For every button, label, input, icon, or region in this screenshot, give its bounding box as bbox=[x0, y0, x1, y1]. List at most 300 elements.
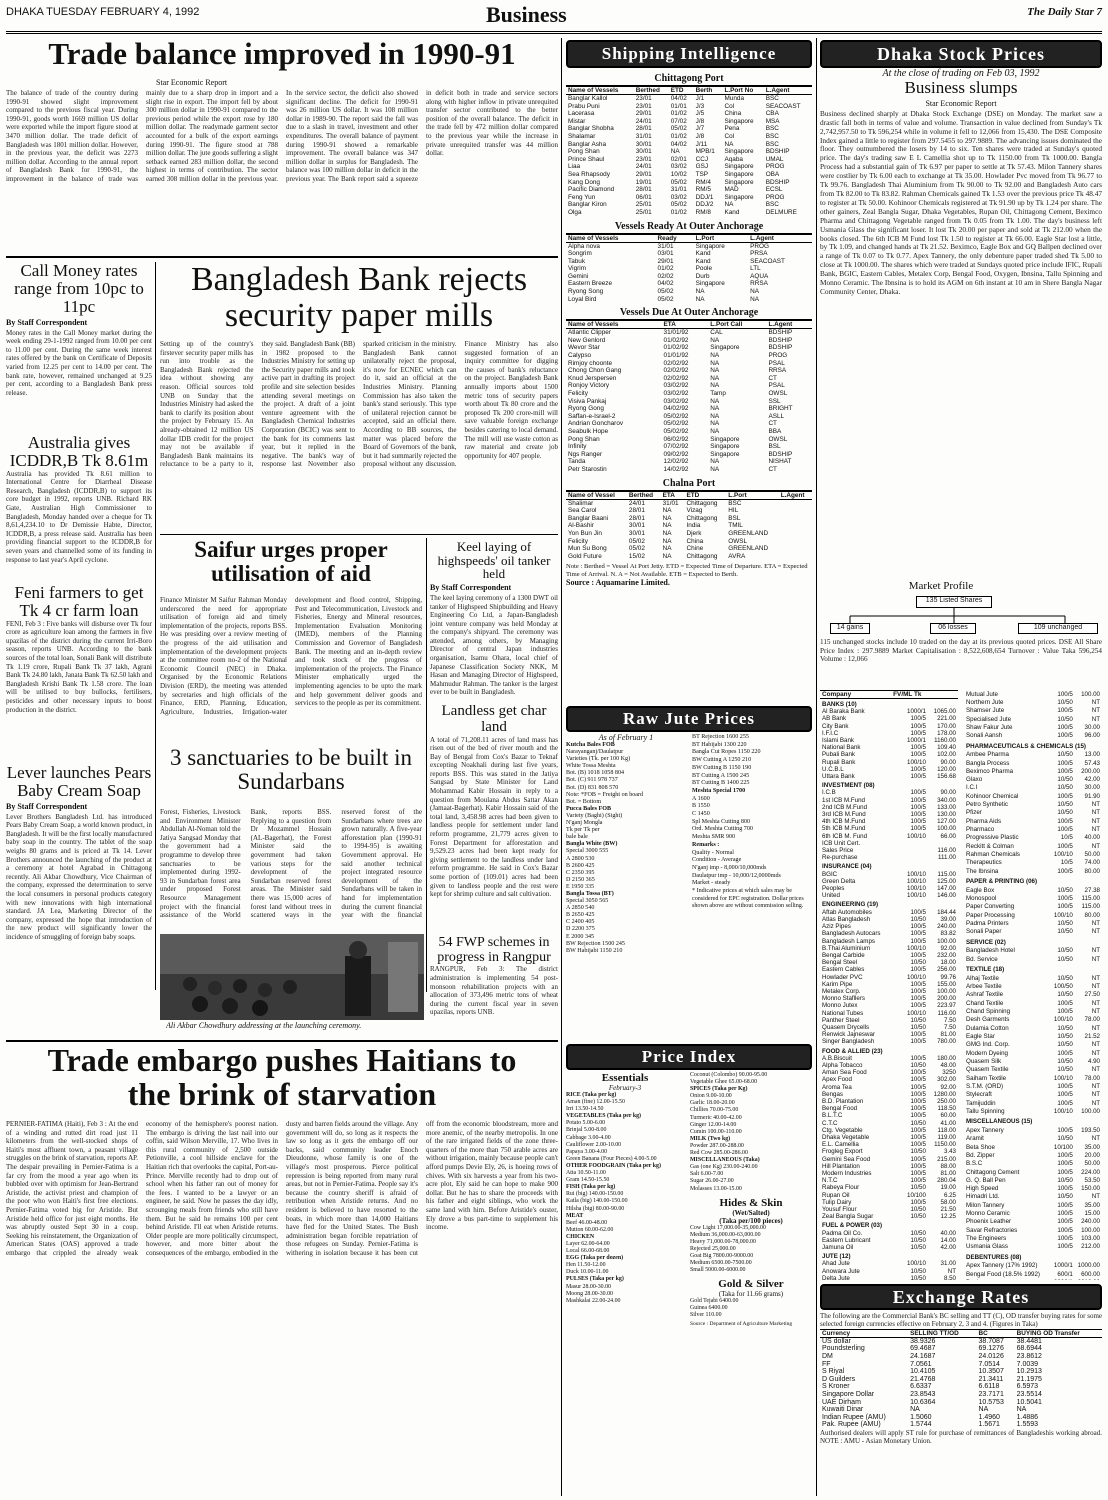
stock-right-cell: 600.00 bbox=[1081, 1270, 1100, 1278]
stock-right-cell: 100/5 bbox=[1057, 826, 1073, 834]
due-cell: BBA bbox=[768, 427, 782, 435]
stock-right-cell: NT bbox=[1091, 1066, 1100, 1074]
chittagong-cell: RM/5 bbox=[695, 186, 711, 194]
due-cell: Felicity bbox=[568, 390, 588, 397]
stock-right-row bbox=[964, 715, 1102, 723]
stock-left-cell: Tulip Dairy bbox=[822, 1198, 852, 1206]
stock-left-cell: Frogleg Export bbox=[822, 1148, 863, 1156]
stock-right-row bbox=[964, 1226, 1102, 1234]
stock-right-cell: 193.50 bbox=[1081, 1126, 1100, 1134]
exchange-cell: 21.3411 bbox=[978, 1375, 1004, 1383]
gains-box: 14 gains bbox=[830, 623, 870, 634]
chittagong-header-2: ETD bbox=[669, 87, 694, 95]
jute-right-item: Remarks : bbox=[692, 841, 720, 848]
stock-left-cell: 100/5 bbox=[910, 1198, 926, 1206]
stock-table-right bbox=[964, 690, 1102, 1280]
chittagong-cell: 07/02 bbox=[670, 117, 687, 125]
stock-right-row bbox=[964, 1126, 1102, 1134]
stock-right-row bbox=[964, 1099, 1102, 1107]
chalna-cell: Mun Su Bong bbox=[568, 545, 607, 553]
due-cell: Tamp bbox=[710, 390, 726, 397]
stock-right-cell: 100/5 bbox=[1057, 1151, 1073, 1159]
stock-right-row bbox=[964, 809, 1102, 817]
exchange-cell: FF bbox=[822, 1360, 831, 1368]
stock-right-cell: 1000/1 bbox=[1053, 1262, 1073, 1270]
stock-left-cell: Bengal Food bbox=[822, 1105, 858, 1113]
stock-left-cell: 10/50 bbox=[910, 1229, 926, 1237]
jute-right-item: A 1600 bbox=[692, 795, 710, 802]
stock-left-row bbox=[820, 708, 958, 715]
stock-right-cell: 10/50 bbox=[1057, 784, 1073, 792]
chalna-cell: Chittagong bbox=[686, 499, 718, 507]
stock-right-cell: NT bbox=[1091, 809, 1100, 817]
stock-right-cell: 100/5 bbox=[1057, 1099, 1073, 1107]
stock-left-cell bbox=[891, 840, 928, 847]
anchorage-cell: Alpha nova bbox=[568, 242, 600, 250]
chittagong-cell: 03/02 bbox=[670, 193, 687, 201]
dse-subhead: At the close of trading on Feb 03, 1992 bbox=[882, 68, 1040, 79]
call-money-article bbox=[6, 262, 152, 432]
chittagong-cell: Prince Shaul bbox=[568, 155, 605, 163]
exchange-cell: 10.6364 bbox=[910, 1398, 936, 1406]
stock-left-row bbox=[820, 1120, 958, 1127]
exchange-cell: 69.1276 bbox=[978, 1345, 1004, 1353]
stock-right-cell: TEXTILE (18) bbox=[966, 966, 1005, 974]
stock-left-row bbox=[820, 1268, 958, 1275]
chittagong-row bbox=[566, 186, 812, 194]
stock-right-cell: 10/50 bbox=[1057, 928, 1073, 936]
due-cell: ASLL bbox=[768, 412, 785, 420]
stock-left-cell: 10/50 bbox=[910, 1213, 926, 1221]
chittagong-cell: MAD bbox=[724, 186, 739, 194]
stock-right-row bbox=[964, 1024, 1102, 1032]
price-left-item: PULSES (Taka per kg) bbox=[566, 1276, 624, 1283]
anchorage-cell: 31/01 bbox=[657, 242, 674, 250]
stock-right-cell: NT bbox=[1091, 1099, 1100, 1107]
stock-right-row bbox=[964, 842, 1102, 850]
stock-left-row bbox=[820, 797, 958, 804]
due-cell: BDSHIP bbox=[768, 344, 793, 352]
chalna-header-5: L.Agent bbox=[779, 491, 812, 499]
stock-left-cell: 120.00 bbox=[937, 765, 956, 773]
stock-left-cell: 100/5 bbox=[910, 1126, 926, 1134]
chalna-cell: Vizag bbox=[686, 507, 703, 515]
stock-left-cell: 10/50 bbox=[910, 1236, 926, 1244]
stock-left-cell: 3250 bbox=[942, 1069, 956, 1077]
stock-right-cell: 96.00 bbox=[1084, 732, 1100, 740]
chalna-cell: NA bbox=[662, 537, 672, 545]
stock-right-row bbox=[964, 1016, 1102, 1024]
stock-left-cell bbox=[891, 854, 928, 861]
exchange-cell: 6.6118 bbox=[978, 1383, 1000, 1391]
chalna-cell: 30/01 bbox=[628, 529, 645, 537]
stock-right-cell bbox=[964, 1279, 1051, 1280]
stock-left-row bbox=[820, 1024, 958, 1031]
exchange-cell: 69.4687 bbox=[910, 1345, 936, 1353]
stock-left-cell: 170.00 bbox=[937, 722, 956, 730]
stock-right-cell: The Ibnsina bbox=[966, 867, 999, 875]
stock-right-cell: The Engineers bbox=[966, 1235, 1007, 1243]
dse-byline: Star Economic Report bbox=[925, 98, 997, 108]
due-cell: NA bbox=[710, 374, 720, 382]
chalna-cell: Sea Carol bbox=[568, 507, 597, 515]
price-left-item: MEAT bbox=[566, 1212, 584, 1219]
stock-right-cell: NT bbox=[1091, 817, 1100, 825]
stock-left-cell: 100/5 bbox=[910, 1177, 926, 1185]
chalna-cell: Chittagong bbox=[686, 514, 718, 522]
sundarbans-body: Forest, Fisheries, Livestock and Environment Minister Abdullah Al-Noman told the Jatiya Sangsad Monday that the government had a programme to develop three sanctuaries to be implemented during 1992-93 in Sundarban forest area under proposed Forest Resource Management project with the financial assistance of the World Bank, reports BSS. Replying to a question from Dr Mozammel Hossain (AL-Bagerhat), the Forest Minister said the government had taken various steps for the development of the Sundarban reserved forest areas. The Minister said there was 15,000 acres of forest land without trees in scattered ways in the reserved forest of the Sundarbans where trees are grown naturally. A five-year afforestation plan (1990-91 to 1994-95) is awaiting Government approval. He said another technical project integrated resource development of the Sundarbans will be taken in hand for implementation during the current financial year with the financial bbox=[160, 808, 422, 920]
chittagong-cell: 24/01 bbox=[635, 117, 652, 125]
exchange-cell: 7.0039 bbox=[1016, 1360, 1039, 1368]
stock-left-cell: 100/5 bbox=[910, 1083, 926, 1091]
due-cell: Andrian Goncharov bbox=[568, 420, 624, 428]
stock-right-cell: NT bbox=[1091, 842, 1100, 850]
exchange-cell: 10.5753 bbox=[978, 1398, 1004, 1406]
stock-left-cell: City Bank bbox=[822, 722, 849, 730]
price-left-item: Gram 14.50-15.50 bbox=[566, 1177, 610, 1184]
due-cell: 02/02/92 bbox=[663, 367, 689, 375]
chittagong-cell: 01/02 bbox=[670, 208, 687, 216]
due-cell: 01/02/92 bbox=[663, 336, 689, 344]
stock-right-cell: NT bbox=[1091, 715, 1100, 723]
stock-right-cell: Bd. Service bbox=[966, 955, 998, 963]
stock-right-cell: 10/100 bbox=[1053, 1143, 1073, 1151]
stock-left-cell: 99.76 bbox=[940, 973, 956, 981]
market-profile bbox=[820, 580, 1102, 690]
stock-left-cell: 116.00 bbox=[937, 1009, 956, 1017]
stock-left-cell: 100/10 bbox=[907, 885, 926, 893]
stock-right-cell: SERVICE (02) bbox=[966, 938, 1006, 946]
due-cell: BDSHIP bbox=[768, 329, 793, 337]
haiti-article bbox=[6, 1044, 558, 1496]
stock-left-cell: 81.00 bbox=[940, 1170, 956, 1177]
stock-left-cell: 250.00 bbox=[937, 1097, 956, 1105]
stock-left-cell: 10/50 bbox=[910, 1206, 926, 1214]
jute-right-item: Quality - Normal bbox=[692, 849, 734, 856]
stock-right-cell: 100/5 bbox=[1057, 1160, 1073, 1168]
stock-left-row bbox=[820, 909, 958, 916]
exchange-cell: 10.2913 bbox=[1016, 1368, 1042, 1376]
due-cell: 01/01/92 bbox=[663, 352, 689, 360]
due-cell: NA bbox=[710, 382, 720, 390]
stock-left-cell: 48.00 bbox=[940, 1061, 956, 1069]
chittagong-cell: J/1 bbox=[695, 95, 705, 102]
stock-left-cell: 10/50 bbox=[910, 1184, 926, 1192]
stock-left-cell: 10/50 bbox=[910, 1119, 926, 1127]
stock-right-cell: 100/10 bbox=[1053, 911, 1073, 919]
price-right-item: Molasses 13.00-15.00 bbox=[690, 1185, 742, 1192]
stock-left-row bbox=[820, 930, 958, 937]
stock-right-cell: 40.00 bbox=[1084, 834, 1100, 842]
price-right-item: Onion 9.00-10.00 bbox=[690, 1093, 732, 1100]
stock-left-row bbox=[820, 1084, 958, 1091]
chalna-cell: BSC bbox=[728, 499, 742, 507]
price-index-right-list bbox=[690, 1072, 812, 1193]
stock-right-cell: High Speed bbox=[966, 1185, 999, 1193]
stock-left-row bbox=[820, 952, 958, 959]
stock-right-cell bbox=[1051, 1279, 1075, 1280]
jute-right-item: BT Rejection 1600 255 bbox=[692, 734, 749, 740]
stock-left-cell: Rupali Bank bbox=[822, 758, 856, 766]
jute-right-item: Bangla Cut Ropes 1150 220 bbox=[692, 749, 761, 756]
due-cell: 14/02/92 bbox=[663, 465, 689, 473]
market-profile-title: Market Profile bbox=[908, 580, 974, 592]
chittagong-cell: 24/01 bbox=[635, 163, 652, 171]
due-cell: Singapore bbox=[710, 435, 740, 443]
stock-left-row bbox=[820, 1213, 958, 1220]
stock-left-cell: INSURANCE (04) bbox=[822, 863, 872, 871]
anchorage-row bbox=[566, 296, 812, 304]
exchange-cell: 38.7087 bbox=[978, 1337, 1004, 1345]
stock-left-row bbox=[820, 1069, 958, 1076]
jute-right-item: Spl Meshta Cutting 800 bbox=[692, 818, 751, 825]
anchorage-header-2: L.Port bbox=[694, 234, 748, 242]
exchange-cell: 23.7171 bbox=[978, 1390, 1004, 1398]
chittagong-cell: GSJ bbox=[695, 163, 709, 171]
stock-left-cell: 215.00 bbox=[937, 1155, 956, 1163]
bb-rejects-headline: Bangladesh Bank rejects security paper mills bbox=[190, 262, 528, 334]
price-left-item: Potato 5.00-6.00 bbox=[566, 1120, 606, 1127]
stock-left-cell: 10/50 bbox=[910, 1061, 926, 1069]
stock-left-row bbox=[820, 1031, 958, 1038]
stock-left-cell: 14.00 bbox=[940, 1236, 956, 1244]
stock-left-row bbox=[820, 1055, 958, 1062]
stock-right-row bbox=[964, 767, 1102, 775]
chalna-header-0: Name of Vessel bbox=[566, 491, 627, 499]
keel-byline: By Staff Correspondent bbox=[430, 582, 512, 592]
stock-right-cell: 115.00 bbox=[1081, 895, 1100, 903]
chittagong-row bbox=[566, 171, 812, 179]
anchorage-cell: 05/02 bbox=[657, 288, 674, 296]
stock-left-cell: BGIC bbox=[822, 870, 838, 878]
stock-left-cell: 109.40 bbox=[937, 744, 956, 752]
stock-right-cell: NT bbox=[1091, 999, 1100, 1007]
due-cell: 03/02/92 bbox=[663, 382, 689, 390]
stock-right-cell: Tamijuddin bbox=[966, 1099, 996, 1107]
stock-left-cell: 118.50 bbox=[937, 1105, 956, 1113]
stock-left-cell: Jamuna Oil bbox=[822, 1244, 854, 1252]
chittagong-cell: 29/01 bbox=[635, 110, 652, 118]
price-right-item: Coconut (Colombo) 90.00-95.00 bbox=[690, 1072, 768, 1078]
chittagong-cell: CCJ bbox=[695, 155, 709, 163]
stock-left-cell: Green Delta bbox=[822, 877, 856, 885]
price-right-item: Salt 6.00-7.00 bbox=[690, 1171, 724, 1178]
stock-left-row bbox=[820, 1192, 958, 1199]
stock-left-cell: 155.00 bbox=[937, 980, 956, 988]
haiti-body: PERNIER-FATIMA (Haiti), Feb 3 : At the end of a winding and rutted dirt road just 11 kilometers from the well-stocked shops of Haiti's most affluent town, a peasant village struggles on the brink of starvation, reports AP. The despair prevailing in Pernier-Fatima is a far cry from the mood a year ago when its bubbled over with optimism for Jean-Bertrand Aristide, the activist priest and champion of the poor who won Haiti's first free elections. Pernier-Fatima voted big for Aristide. But Aristide held office for just eight months. He was abruptly ousted Sept 30 in a coup. Seeking his reinstatement, the Organization of American States (OAS) approved a trade embargo that crippled the already weak economy of the hemisphere's poorest nation. The embargo is driving the last nail into our coffin, said Wilson Merville, 17. Who lives in this rural community of 2,500 outside Petionville, a cool hillside enclave for the Haitian rich that overlooks the capital, Port-au-Prince. Merville recently had to drop out of school when his father ran out of money for the fees. I wanted to be a lawyer or an engineer, he said. Now he passes the day idly, scrounging meals from friends who still have them. But he said he remains 100 per cent behind Aristide. I'll eat when Aristide returns. Older people are more politically circumspect, however, and more bitter about the consequences of the embargo, embodied in the dusty and barren fields around the village. Any government will do, so long as it respects the law so long as it gets the embargo off our backs, said community leader Enoch Dieudonne, whose family is one of the village's most prosperous. Pierce political repression is being reported from many rural areas, but not in Pernier-Fatima. People say it's because the country sheriff is afraid of retribution when Aristide returns. And no resident is believed to have resorted to the boats, in which more than 14,000 Haitians have fled for the United States. The Bush administration began forcible repatriation of those refugees on Sunday. Pernier-Fatima is withering in isolation because it has been cut off from the economic bloodstream, more and more anemic, of the nearby metropolis. In one of the rare irrigated fields of the zone three-quarters of the more than 750 arable acres are without irrigation, mainly because people can't afford pumps Devie Ely, 26, is hoeing rows of chives. With six harvests a year from his two-acre plot, Ely said he can hope to make 900 dollar. But he has to share the proceeds with his father and eight siblings, who work the same land with him. Before Aristide's ouster, Ely drove a bus part-time to supplement his income. bbox=[6, 1120, 558, 1257]
due-row bbox=[566, 458, 812, 466]
stock-right-row bbox=[964, 886, 1102, 894]
stock-right-row bbox=[964, 1262, 1102, 1270]
stock-left-row bbox=[820, 959, 958, 966]
stock-right-cell: 10/50 bbox=[1057, 776, 1073, 784]
stock-right-cell: 100/5 bbox=[1057, 1082, 1073, 1090]
stock-left-cell: 100/5 bbox=[910, 751, 926, 759]
stock-left-row bbox=[820, 1206, 958, 1213]
chittagong-cell: J/11 bbox=[695, 140, 708, 148]
due-row bbox=[566, 466, 812, 474]
stock-right-cell: NT bbox=[1091, 826, 1100, 834]
stock-right-cell: S.T.M. (ORD) bbox=[966, 1082, 1004, 1090]
stock-right-cell: 35.00 bbox=[1084, 1201, 1100, 1209]
bb-rejects-body: Setting up of the country's firstever security paper mills has run into trouble as the Bangladesh Bank rejected the idea without showing any reason. Official sources told UNB on Sunday that the Industries Ministry had asked the bank to clarify its position about the project by February 15. An already-obtained 12 million US dollar IDB credit for the project may not be available if Bangladesh Bank maintains its reluctance to be a party to it, they said. Bangladesh Bank (BB) in 1982 proposed to the Industries Ministry for setting up the Security paper mills and took active part in drafting its project profile and site selection besides attending several meetings on the project. A draft of a joint venture agreement with the Bangladesh Chemical Industries Corporation (BCIC) was sent to the bank for its comments last year, but it replied in the negative. The bank's way of response last November also sparked criticism in the ministry. Bangladesh Bank cannot unilaterally reject the proposal, it's now for ECNEC which can do it, said an official at the Industries Ministry. Planning Commission has also taken the bank's stand seriously. This type of unilateral rejection cannot be accepted, said an official there. According to BB sources, the matter was placed before the Board of Governors of the bank, but it had summarily rejected the proposal without any discussion. Finance Ministry has also suggested formation of an inquiry committee for digging the causes of bank's reluctance on the project. Bangladesh Bank annually imports about 1500 metric tons of security papers worth about Tk 80 crore and the proposed Tk 200 crore-mill will save valuable foreign exchange besides catering to local demand. The mill will use waste cotton as raw material and create job opportunity for 407 people. bbox=[160, 340, 558, 469]
stock-left-row bbox=[820, 1062, 958, 1069]
stock-left-cell: 83.82 bbox=[940, 930, 956, 938]
due-cell: 12/02/92 bbox=[663, 458, 689, 466]
stock-left-row bbox=[820, 1105, 958, 1112]
stock-left-cell: 100/5 bbox=[910, 789, 926, 797]
shipping-section bbox=[566, 40, 812, 652]
stock-right-cell: 30.00 bbox=[1084, 784, 1100, 792]
stock-left-row bbox=[820, 737, 958, 744]
stock-right-cell: 10/50 bbox=[1057, 1176, 1073, 1184]
icddrb-article bbox=[6, 434, 152, 582]
exchange-row bbox=[820, 1383, 1102, 1391]
stock-left-row bbox=[820, 773, 958, 780]
stock-left-cell: Singer Bangladesh bbox=[822, 1038, 875, 1046]
stock-right-cell: 100/5 bbox=[1057, 1049, 1073, 1057]
stock-left-cell: 100.00 bbox=[937, 825, 956, 833]
due-cell: 03/02/92 bbox=[663, 390, 689, 397]
chittagong-cell: 31/01 bbox=[670, 186, 687, 194]
stock-right-cell: 100.00 bbox=[1081, 690, 1100, 698]
price-left-item: Cauliflower 2.00-10.00 bbox=[566, 1141, 622, 1148]
anchorage-row bbox=[566, 250, 812, 258]
stock-left-cell: 232.00 bbox=[937, 951, 956, 959]
stock-left-cell: Sales Price bbox=[822, 847, 854, 855]
stock-left-cell: 100/5 bbox=[910, 825, 926, 833]
stock-left-cell: Howlader PVC bbox=[822, 973, 863, 981]
stock-left-cell: 127.00 bbox=[937, 818, 956, 826]
anchorage-cell: Songrim bbox=[568, 250, 592, 258]
stock-right-cell: Therapeutics bbox=[966, 859, 1002, 867]
stock-left-row bbox=[820, 1046, 958, 1055]
stock-left-row bbox=[820, 1275, 958, 1280]
stock-left-cell: 66.00 bbox=[940, 832, 956, 840]
call-money-byline: By Staff Correspondent bbox=[6, 317, 88, 327]
jute-right-item: Daulatpur imp - 10,000/12,0000mds bbox=[692, 872, 781, 879]
stock-right-cell: NT bbox=[1091, 974, 1100, 982]
stock-left-row bbox=[820, 966, 958, 973]
stock-right-cell: Progressive Plastic bbox=[966, 834, 1019, 842]
hides-unit: (Taka per/100 pieces) bbox=[719, 1216, 783, 1225]
stock-left-cell: 41.00 bbox=[940, 1119, 956, 1127]
jute-left-item: Bangla White (BW) bbox=[566, 841, 618, 848]
exchange-cell: 24.1687 bbox=[910, 1353, 936, 1360]
stock-right-row bbox=[964, 895, 1102, 903]
jute-right-item: BW Cutting B 1150 190 bbox=[692, 764, 752, 771]
chalna-cell: 15/02 bbox=[628, 552, 645, 560]
due-row bbox=[566, 443, 812, 451]
jute-left-item: Special 3050 565 bbox=[566, 898, 609, 905]
dse-section bbox=[820, 40, 1102, 580]
stock-left-cell: Bengal Carbide bbox=[822, 951, 865, 959]
chittagong-cell: BSC bbox=[765, 132, 779, 140]
chittagong-cell: Kang Dong bbox=[568, 178, 600, 186]
stock-right-cell: NT bbox=[1091, 920, 1100, 928]
exchange-header-1: SELLING TT/OD bbox=[908, 1329, 976, 1337]
anchorage-title: Vessels Ready At Outer Anchorage bbox=[566, 220, 812, 234]
due-cell: NA bbox=[710, 359, 720, 367]
gold-item: Gold Tejabi 6400.00 bbox=[690, 1298, 739, 1305]
stock-left-cell: 92.00 bbox=[940, 944, 956, 952]
chittagong-cell: 05/02 bbox=[670, 178, 687, 186]
stock-right-row bbox=[964, 1160, 1102, 1168]
stock-left-cell: 100/5 bbox=[910, 930, 926, 938]
jute-asof: As of February 1 bbox=[598, 733, 654, 742]
haiti-headline: Trade embargo pushes Haitians to the brink of starvation bbox=[47, 1044, 517, 1112]
stock-left-row bbox=[820, 1177, 958, 1184]
chalna-cell: Djerk bbox=[686, 529, 702, 537]
stock-left-cell: 10/50 bbox=[910, 1148, 926, 1156]
chalna-cell: India bbox=[686, 522, 701, 530]
stock-left-cell: Ctg. Vegetable bbox=[822, 1126, 863, 1134]
stock-left-row bbox=[820, 1237, 958, 1244]
stock-left-row bbox=[820, 1170, 958, 1177]
stock-left-row bbox=[820, 923, 958, 930]
price-left-item: Hen 11.50-12.00 bbox=[566, 1262, 606, 1269]
stock-right-cell: 27.50 bbox=[1084, 991, 1100, 999]
stock-left-cell: 2nd ICB M.Fund bbox=[822, 803, 868, 811]
jute-right-item: BW Cutting A 1250 210 bbox=[692, 757, 752, 764]
stock-left-cell: 146.00 bbox=[937, 892, 956, 900]
stock-right-row bbox=[964, 1168, 1102, 1176]
anchorage-row bbox=[566, 273, 812, 281]
stock-right-row bbox=[964, 1218, 1102, 1226]
stock-right-cell: Saiham Textile bbox=[966, 1074, 1007, 1082]
due-cell: NA bbox=[710, 465, 720, 473]
exchange-row bbox=[820, 1337, 1102, 1345]
due-row bbox=[566, 367, 812, 375]
saifur-body: Finance Minister M Saifur Rahman Monday underscored the need for appropriate utilisation of foreign aid and timely implementation of the projects, reports BSS. He was presiding over a review meeting of the progress of the aid utilisation and implementation of the development projects at the committee room no-2 of the National Economic Council (NEC) in Dhaka. Organised by the Economic Relations Division (ERD), the meeting was attended by secretaries and high officials of the Finance, ERD, Planning, Education, Agriculture, Industries, Irrigation-water development and flood control, Shipping, Post and Telecommunication, Livestock and Fisheries, Energy and Mineral resources, Implementation Evaluation Monitoring (IMED), members of the Planning Commission and Governor of Bangladesh Bank. The meeting and an in-depth review and took stock of the progress of implementation of the projects. The Finance Minister emphatically urged the implementing agencies to be upto the mark and help government deliver goods and services to the people as per its commitment. bbox=[160, 596, 422, 716]
stock-left-row bbox=[820, 1156, 958, 1163]
stock-right-cell: Eagle Box bbox=[966, 886, 995, 894]
stock-left-cell: 100/5 bbox=[910, 1002, 926, 1010]
price-left-item: Mutton 60.00-62.00 bbox=[566, 1226, 614, 1233]
chalna-row bbox=[566, 515, 812, 523]
hides-item: Medium 6500.00-7500.00 bbox=[690, 1260, 752, 1267]
due-cell: BDSHIP bbox=[768, 336, 793, 344]
stock-left-cell: 100/5 bbox=[910, 1038, 926, 1046]
stock-right-row bbox=[964, 698, 1102, 706]
stock-table-section bbox=[820, 690, 1102, 1280]
stock-left-cell: 200.00 bbox=[937, 995, 956, 1003]
jute-left-item: Varieties (Tk. per 100 Kg) bbox=[566, 756, 631, 763]
chittagong-cell: China bbox=[724, 110, 742, 118]
price-left-item: Duck 10.00-11.00 bbox=[566, 1269, 609, 1276]
stock-left-row bbox=[820, 861, 958, 870]
stock-right-row bbox=[964, 963, 1102, 974]
price-left-item: Green Banana (Four Pieces) 4.00-5.00 bbox=[566, 1155, 657, 1162]
stock-left-cell bbox=[891, 847, 928, 854]
stock-left-cell: 10/50 bbox=[910, 1274, 926, 1280]
stock-left-row bbox=[820, 804, 958, 811]
stock-right-cell: PHARMACEUTICALS & CHEMICALS (15) bbox=[966, 742, 1086, 750]
chittagong-cell: DELMURE bbox=[765, 208, 797, 216]
stock-left-cell: 100/5 bbox=[910, 729, 926, 737]
anchorage-cell: Eastern Breeze bbox=[568, 280, 613, 288]
anchorage-cell: Loyal Bird bbox=[568, 295, 597, 303]
chittagong-cell: BDSHIP bbox=[765, 148, 790, 156]
stock-right-cell: 100/5 bbox=[1057, 767, 1073, 775]
jute-right-item: C 1450 bbox=[692, 811, 710, 818]
chittagong-cell: Prabu Puni bbox=[568, 102, 600, 110]
exchange-row bbox=[820, 1376, 1102, 1384]
stock-right-cell: 78.00 bbox=[1084, 1074, 1100, 1082]
exchange-cell: 10.4105 bbox=[910, 1368, 936, 1376]
stock-left-cell: B.L.T.C bbox=[822, 1112, 843, 1120]
stock-left-row bbox=[820, 1017, 958, 1024]
